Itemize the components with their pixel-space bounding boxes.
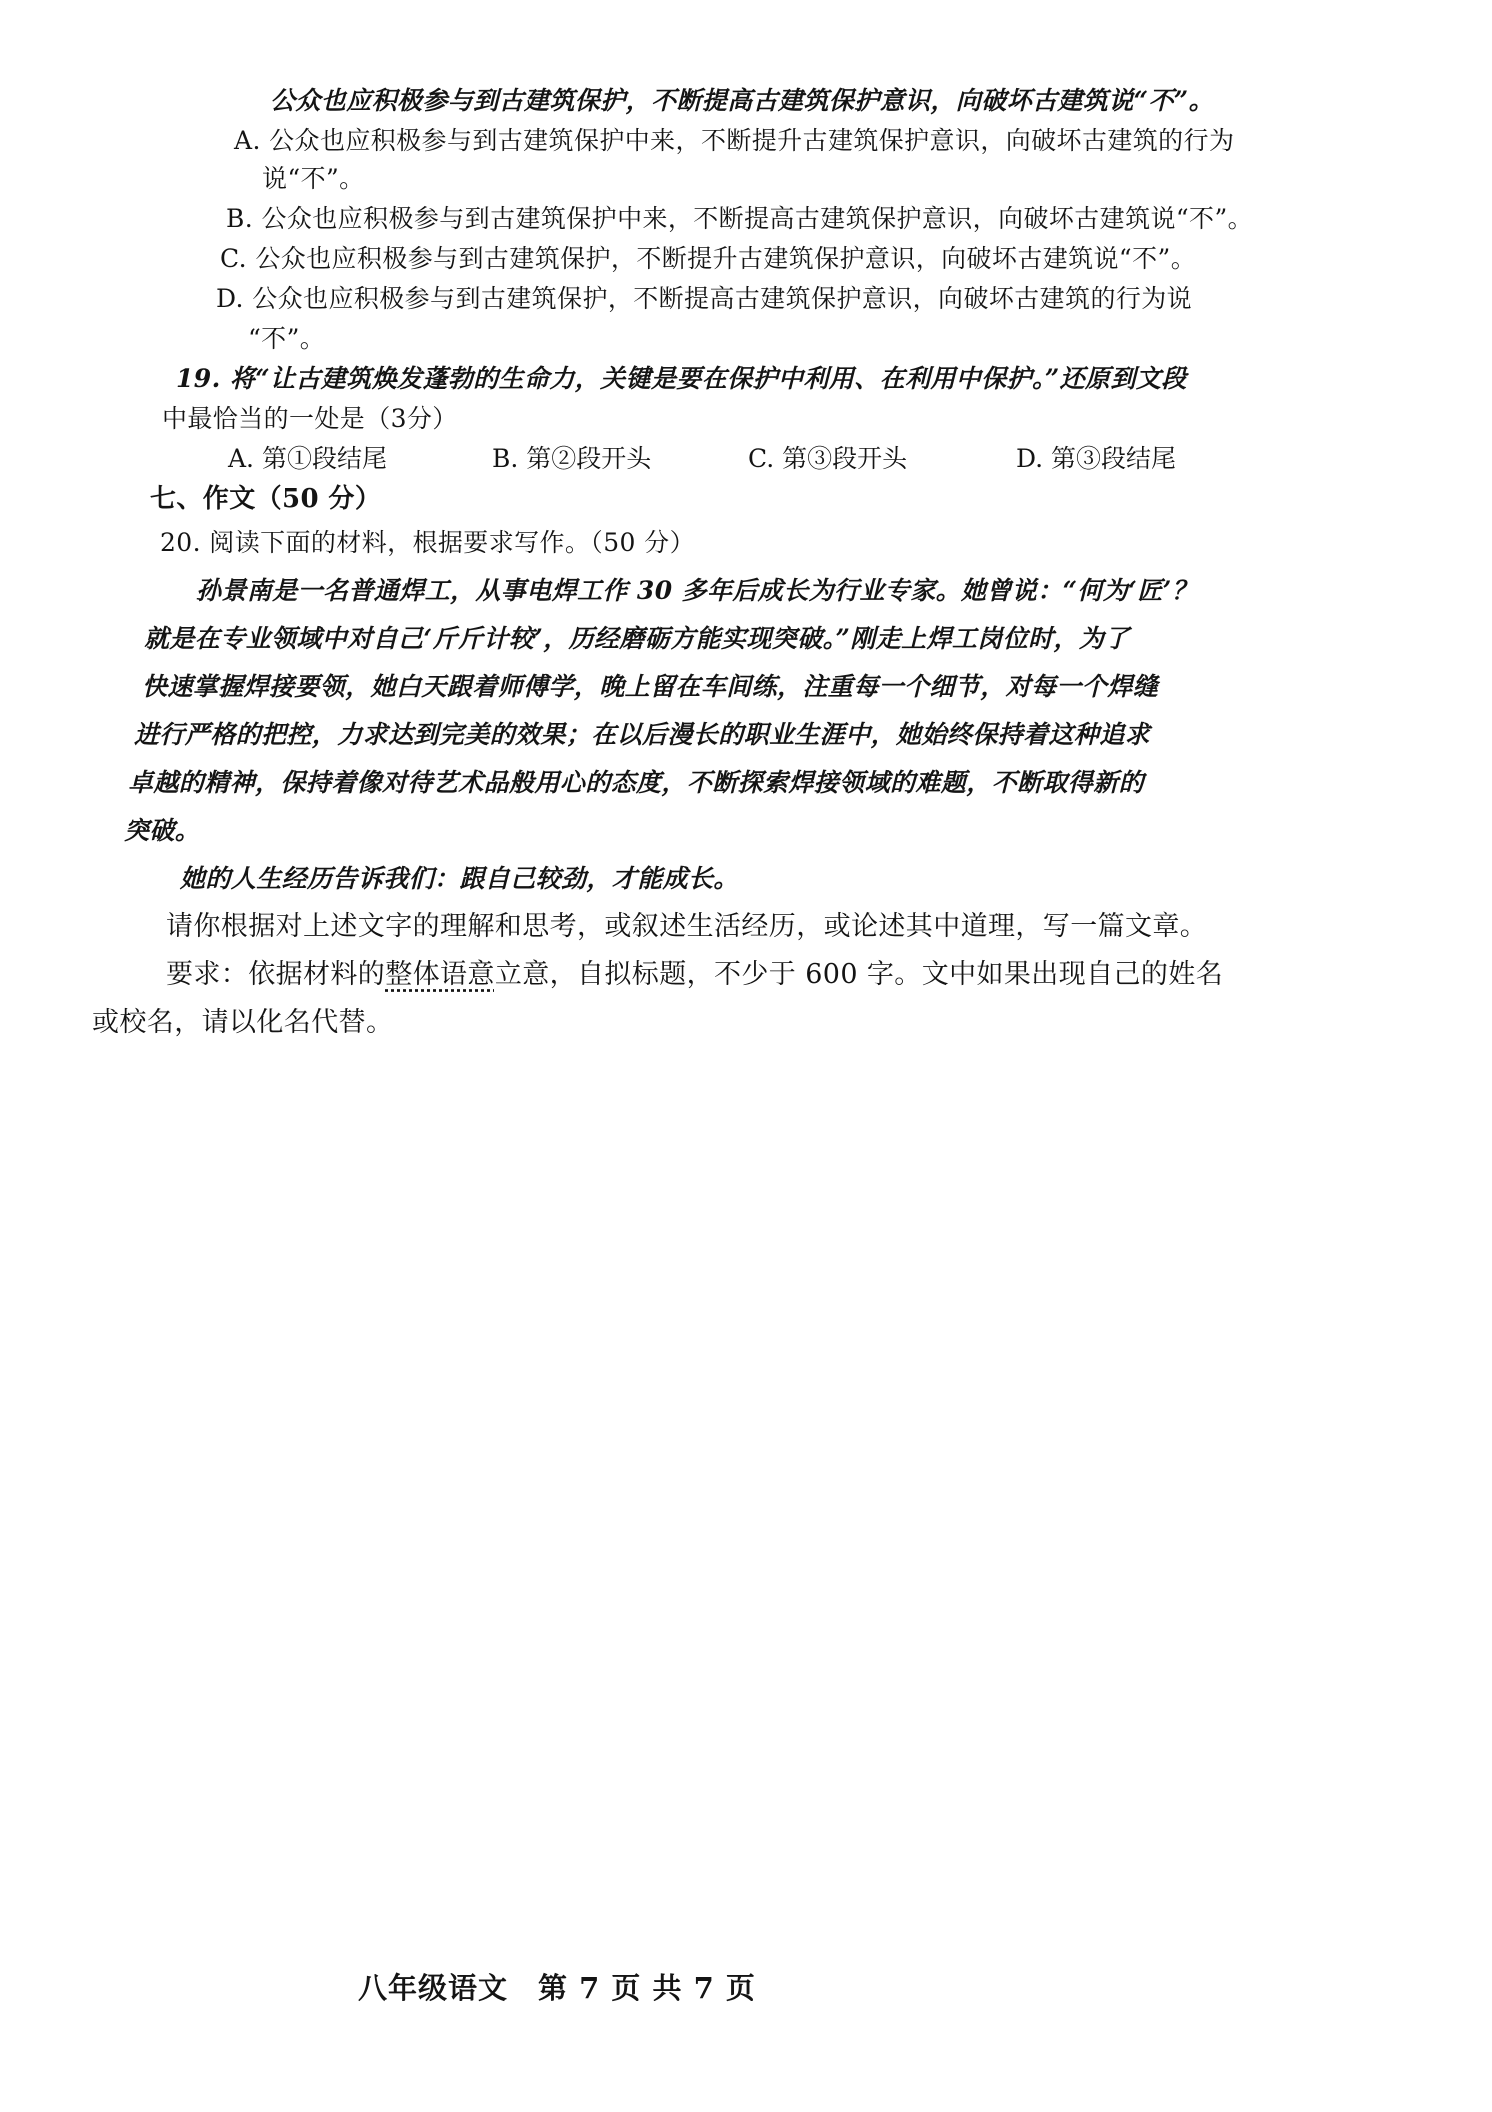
q18-original-sentence: 公众也应积极参与到古建筑保护，不断提高古建筑保护意识，向破坏古建筑说“不”。 bbox=[270, 86, 1214, 115]
q20-material-line: 快速掌握焊接要领，她白天跟着师傅学，晚上留在车间练，注重每一个细节，对每一个焊缝 bbox=[142, 672, 1159, 701]
q19-option-b: B. 第②段开头 bbox=[492, 444, 652, 473]
q20-requirement-prefix: 要求：依据材料的 bbox=[166, 959, 386, 990]
section7-heading: 七、作文（50 分） bbox=[150, 484, 382, 514]
q20-material-line: 孙景南是一名普通焊工，从事电焊工作 30 多年后成长为行业专家。她曾说：“何为‘匠’？ bbox=[196, 576, 1198, 605]
q20-material-line: 进行严格的把控，力求达到完美的效果；在以后漫长的职业生涯中，她始终保持着这种追求 bbox=[134, 720, 1151, 749]
page-footer: 八年级语文 第 7 页 共 7 页 bbox=[358, 1971, 756, 2005]
q20-requirement-line2: 或校名，请以化名代替。 bbox=[92, 1007, 394, 1038]
q19-option-a: A. 第①段结尾 bbox=[228, 444, 387, 473]
q19-stem-line2: 中最恰当的一处是（3分） bbox=[162, 404, 458, 433]
q19-stem-line1: 19. 将“让古建筑焕发蓬勃的生命力，关键是要在保护中利用、在利用中保护。”还原到文段 bbox=[176, 364, 1187, 393]
q18-option-c: C. 公众也应积极参与到古建筑保护，不断提升古建筑保护意识，向破坏古建筑说“不”。 bbox=[220, 244, 1197, 273]
q20-instruction: 请你根据对上述文字的理解和思考，或叙述生活经历，或论述其中道理，写一篇文章。 bbox=[166, 911, 1208, 942]
q18-option-a-line1: A. 公众也应积极参与到古建筑保护中来，不断提升古建筑保护意识，向破坏古建筑的行为 bbox=[234, 126, 1235, 155]
q20-stem: 20. 阅读下面的材料，根据要求写作。（50 分） bbox=[160, 528, 695, 557]
q20-summary: 她的人生经历告诉我们：跟自己较劲，才能成长。 bbox=[180, 864, 739, 893]
q20-material-line: 突破。 bbox=[124, 816, 201, 845]
q19-option-c: C. 第③段开头 bbox=[748, 444, 908, 473]
q20-requirement-line1 bbox=[166, 958, 1223, 992]
q18-option-d-line2: “不”。 bbox=[248, 324, 326, 353]
q20-requirement-suffix: 立意，自拟标题，不少于 600 字。文中如果出现自己的姓名 bbox=[494, 959, 1224, 990]
q19-option-d: D. 第③段结尾 bbox=[1016, 444, 1177, 473]
q18-option-a-line2: 说“不”。 bbox=[262, 164, 365, 193]
q20-material-line: 卓越的精神，保持着像对待艺术品般用心的态度，不断探索焊接领域的难题，不断取得新的 bbox=[128, 768, 1145, 797]
q20-material-line: 就是在专业领域中对自己‘斤斤计较’，历经磨砺方能实现突破。”刚走上焊工岗位时，为了 bbox=[144, 624, 1130, 653]
q18-option-d-line1: D. 公众也应积极参与到古建筑保护，不断提高古建筑保护意识，向破坏古建筑的行为说 bbox=[216, 284, 1193, 313]
q18-option-b: B. 公众也应积极参与到古建筑保护中来，不断提高古建筑保护意识，向破坏古建筑说“不”。 bbox=[226, 204, 1254, 233]
q20-requirement-emphasis: 整体语意 bbox=[385, 959, 495, 990]
